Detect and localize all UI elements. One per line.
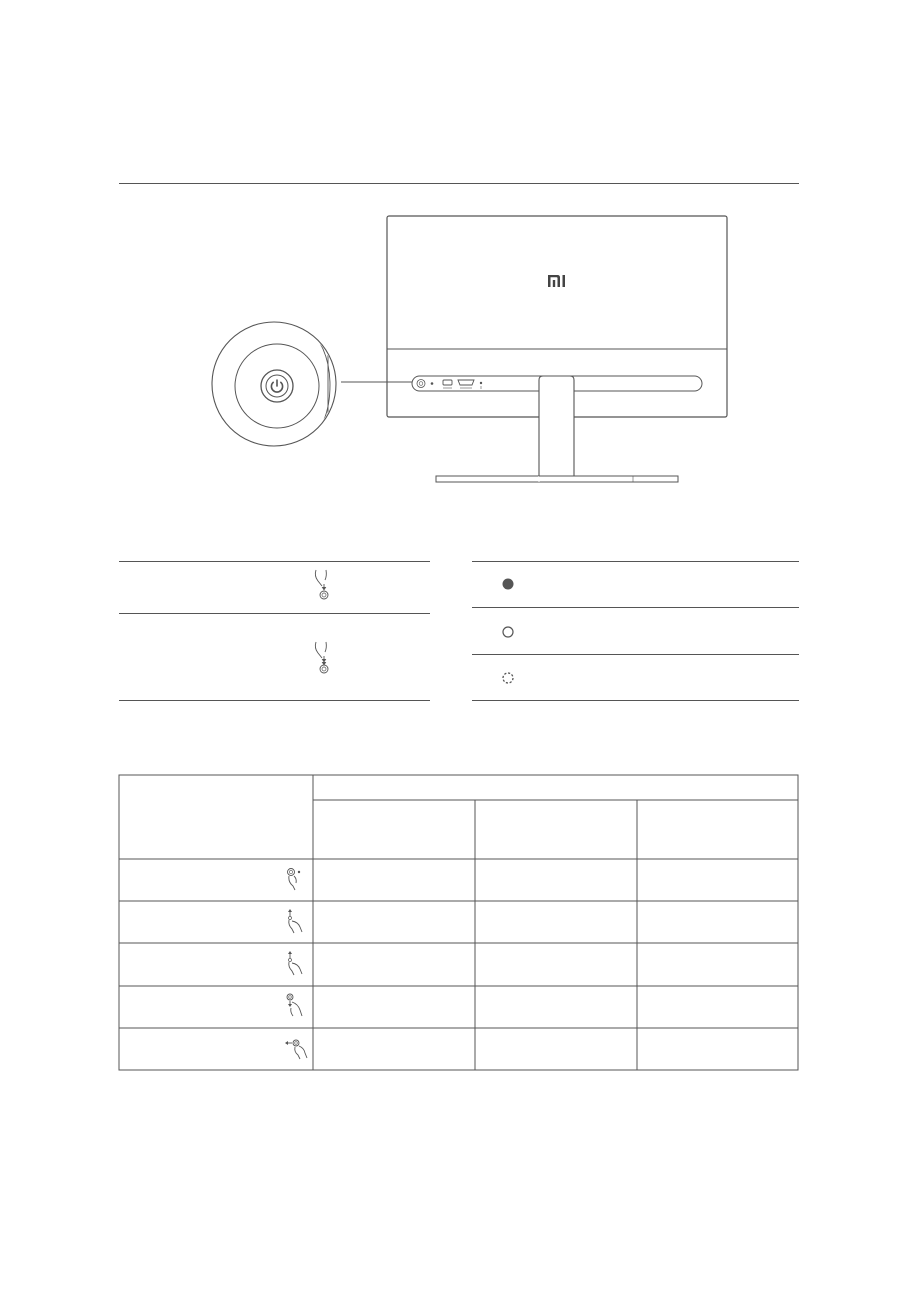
joystick-up-icon — [284, 907, 306, 935]
mi-logo — [548, 275, 568, 287]
solid-light-icon — [501, 577, 515, 591]
joystick-press-icon — [284, 866, 306, 892]
indicator-table-rule-3 — [472, 654, 799, 655]
button-table-rule-bottom — [119, 700, 430, 701]
stand-base — [436, 476, 678, 482]
header-rule — [119, 183, 799, 184]
off-light-icon — [501, 625, 515, 639]
press-hold-button-icon — [312, 640, 340, 676]
press-button-icon — [312, 568, 340, 602]
blinking-light-icon — [501, 671, 515, 685]
monitor-rear-diagram — [200, 205, 740, 495]
joystick-down-icon — [284, 992, 306, 1020]
indicator-table-rule-4 — [472, 700, 799, 701]
vga-port-icon — [458, 380, 474, 385]
hdmi-port-icon — [443, 380, 452, 385]
indicator-led-small — [431, 382, 434, 385]
power-button-small — [417, 380, 425, 388]
indicator-table-rule-1 — [472, 561, 799, 562]
button-table-rule-mid — [119, 613, 430, 614]
indicator-table-rule-2 — [472, 607, 799, 608]
joystick-up-icon — [284, 949, 306, 977]
stand-neck — [539, 376, 574, 481]
joystick-left-icon — [283, 1034, 309, 1060]
osd-table-grid — [118, 774, 800, 1072]
button-table-rule-top — [119, 561, 430, 562]
